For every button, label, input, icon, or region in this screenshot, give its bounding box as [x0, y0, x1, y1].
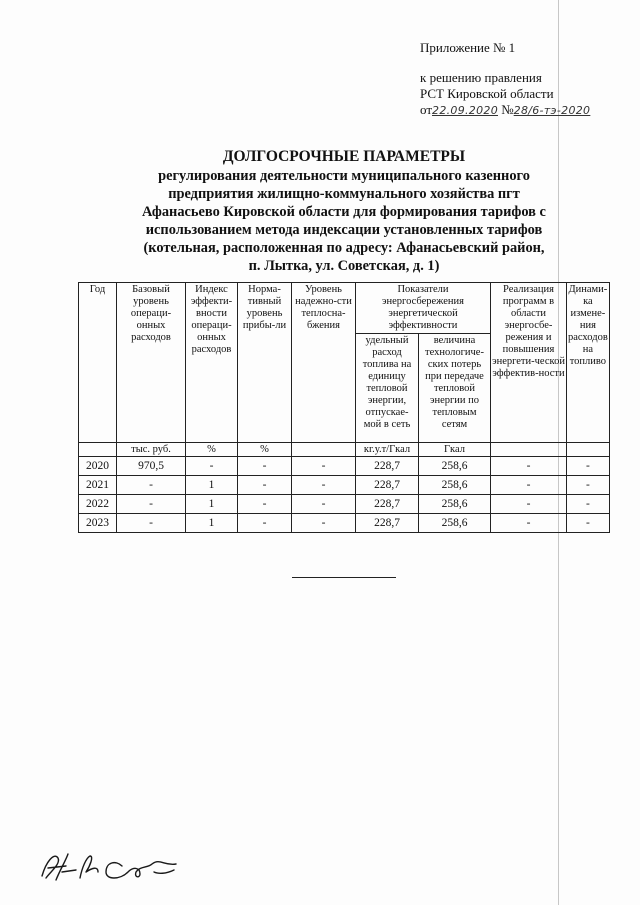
cell-fuel: 228,7	[356, 457, 419, 476]
cell-fuel: 228,7	[356, 476, 419, 495]
cell-reliability: -	[292, 514, 356, 533]
unit-cell	[292, 443, 356, 457]
cell-dynamics: -	[567, 457, 610, 476]
header-base-level: Базовый уровень операци-онных расходов	[117, 283, 186, 443]
cell-reliability: -	[292, 495, 356, 514]
header-year: Год	[79, 283, 117, 443]
decision-line-1: к решению правления	[420, 70, 542, 85]
parameters-table	[78, 282, 610, 533]
cell-losses: 258,6	[419, 476, 491, 495]
cell-year: 2022	[79, 495, 117, 514]
title-heading: ДОЛГОСРОЧНЫЕ ПАРАМЕТРЫ	[222, 148, 466, 165]
cell-profit: -	[238, 457, 292, 476]
cell-base: -	[117, 514, 186, 533]
title-line: использованием метода индексации установленных тарифов	[145, 222, 543, 238]
title-line: предприятия жилищно-коммунального хозяйства пгт	[168, 186, 520, 202]
closing-divider	[292, 577, 396, 578]
cell-profit: -	[238, 495, 292, 514]
cell-year: 2020	[79, 457, 117, 476]
cell-programs: -	[491, 457, 567, 476]
cell-index: 1	[186, 495, 238, 514]
title-line: (котельная, расположенная по адресу: Афанасьевский район,	[143, 240, 545, 256]
unit-losses: Гкал	[419, 443, 491, 457]
header-reliability: Уровень надежно-сти теплосна-бжения	[292, 283, 356, 443]
signature	[36, 842, 186, 891]
unit-profit: %	[238, 443, 292, 457]
header-programs: Реализация программ в области энергосбе-режения и повышения энергети-ческой эффектив-ности	[491, 283, 567, 443]
cell-year: 2021	[79, 476, 117, 495]
table-row	[79, 495, 610, 514]
header-efficiency-index: Индекс эффекти-вности операци-онных расходов	[186, 283, 238, 443]
cell-reliability: -	[292, 457, 356, 476]
title-line: п. Лытка, ул. Советская, д. 1)	[248, 258, 440, 274]
handwritten-number: 28/6-тэ-2020	[513, 104, 591, 117]
unit-cell	[491, 443, 567, 457]
signature-scribble	[36, 842, 186, 886]
cell-base: 970,5	[117, 457, 186, 476]
cell-losses: 258,6	[419, 514, 491, 533]
appendix-label: Приложение № 1	[420, 40, 516, 55]
cell-dynamics: -	[567, 476, 610, 495]
cell-year: 2023	[79, 514, 117, 533]
decision-date-line	[420, 102, 590, 119]
title-line: Афанасьево Кировской области для формирования тарифов с	[142, 204, 546, 220]
cell-programs: -	[491, 476, 567, 495]
title-line: регулирования деятельности муниципального казенного	[158, 168, 530, 184]
table-row	[79, 457, 610, 476]
cell-index: 1	[186, 514, 238, 533]
table-header-row	[79, 283, 610, 334]
header-fuel-dynamics: Динами-ка измене-ния расходов на топливо	[567, 283, 610, 443]
cell-index: 1	[186, 476, 238, 495]
cell-programs: -	[491, 514, 567, 533]
cell-index: -	[186, 457, 238, 476]
unit-base: тыс. руб.	[117, 443, 186, 457]
cell-base: -	[117, 495, 186, 514]
table-row	[79, 476, 610, 495]
date-prefix: от	[420, 102, 433, 117]
number-prefix: №	[501, 102, 514, 117]
header-heat-losses: величина технологиче-ских потерь при передаче тепловой энергии по тепловым сетям	[419, 334, 491, 443]
cell-losses: 258,6	[419, 495, 491, 514]
cell-base: -	[117, 476, 186, 495]
cell-dynamics: -	[567, 514, 610, 533]
document-title	[120, 148, 568, 275]
header-energy-indicators: Показатели энергосбережения энергетической эффективности	[356, 283, 491, 334]
header-profit-level: Норма-тивный уровень прибы-ли	[238, 283, 292, 443]
unit-fuel: кг.у.т/Гкал	[356, 443, 419, 457]
cell-fuel: 228,7	[356, 514, 419, 533]
cell-profit: -	[238, 476, 292, 495]
cell-profit: -	[238, 514, 292, 533]
table-units-row	[79, 443, 610, 457]
unit-index: %	[186, 443, 238, 457]
cell-fuel: 228,7	[356, 495, 419, 514]
table-row	[79, 514, 610, 533]
header-fuel-consumption: удельный расход топлива на единицу тепловой энергии, отпускае-мой в сеть	[356, 334, 419, 443]
cell-reliability: -	[292, 476, 356, 495]
decision-line-2: РСТ Кировской области	[420, 86, 554, 101]
cell-losses: 258,6	[419, 457, 491, 476]
handwritten-date: 22.09.2020	[432, 104, 498, 117]
cell-dynamics: -	[567, 495, 610, 514]
unit-cell	[567, 443, 610, 457]
cell-programs: -	[491, 495, 567, 514]
unit-cell	[79, 443, 117, 457]
appendix-block	[420, 40, 590, 119]
